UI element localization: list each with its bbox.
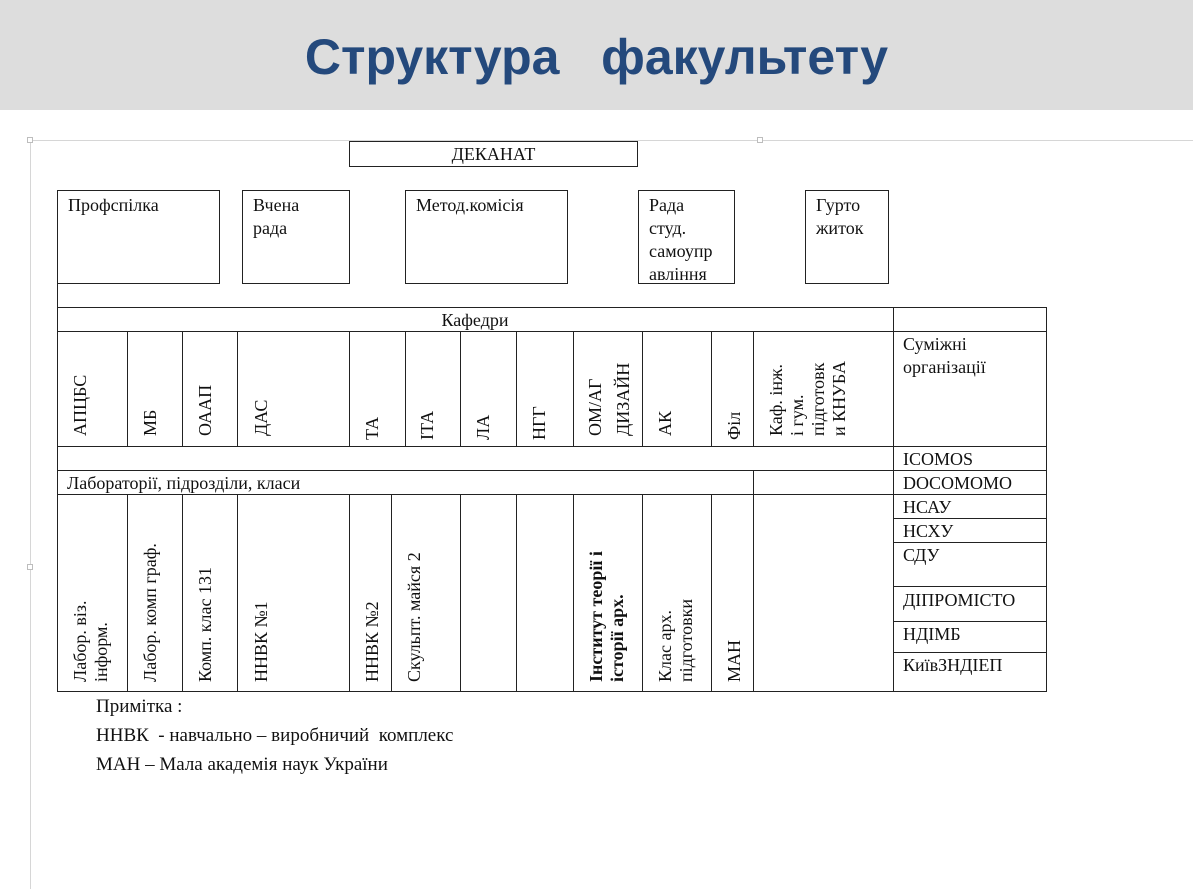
kafedra-label: ДИЗАЙН [613, 362, 633, 436]
related-org: ДІПРОМІСТО [903, 590, 1016, 610]
related-org: НДІМБ [903, 624, 961, 644]
kafedra-label: ОМ/АГ [585, 378, 605, 436]
related-org: КиївЗНДІЕП [903, 655, 1003, 675]
kafedra-label: Каф. інж. і гум. підготовк и КНУБА [766, 361, 849, 436]
kafedra-label: Філ [724, 411, 744, 440]
kafedra-label: МБ [140, 409, 160, 436]
lab-label: Лабор. віз. інформ. [70, 600, 111, 682]
resize-handle[interactable] [27, 137, 33, 143]
profspilka-box: Профспілка [57, 190, 220, 284]
kafedra-label: ОААП [195, 384, 215, 436]
lab-label: МАН [724, 639, 744, 682]
kafedra-label: ІТА [417, 410, 437, 440]
related-org: DOCOMOMO [903, 473, 1013, 493]
labs-header: Лабораторії, підрозділи, класи [67, 473, 301, 493]
related-org: СДУ [903, 545, 940, 565]
note-title: Примітка : [96, 696, 183, 717]
gurtozhytok-box: Гурто житок [805, 190, 889, 284]
vchena-rada-box: Вчена рада [242, 190, 350, 284]
related-org: НСХУ [903, 521, 954, 541]
lab-label: ННВК №2 [362, 601, 382, 682]
resize-handle[interactable] [27, 564, 33, 570]
kafedra-label: ЛА [473, 414, 493, 440]
kafedra-label: ДАС [251, 399, 271, 436]
lab-label: Комп. клас 131 [195, 567, 215, 682]
note-line: МАН – Мала академія наук України [96, 754, 388, 775]
lab-label: Скульпт. майся 2 [404, 552, 424, 682]
kafedra-label: АПЦБС [70, 374, 90, 436]
related-header: Суміжні організації [903, 334, 986, 377]
rada-stud-box: Рада студ. самоупр авління [638, 190, 735, 284]
kafedry-header: Кафедри [441, 310, 509, 330]
related-org: НСАУ [903, 497, 952, 517]
slide-title: Структура факультету [304, 29, 889, 85]
dekanat-box: ДЕКАНАТ [349, 141, 638, 167]
lab-label: Клас арх. підготовки [655, 599, 696, 682]
lab-label: Інститут теорії і історії арх. [586, 551, 627, 682]
metod-komisiya-box: Метод.комісія [405, 190, 568, 284]
resize-handle[interactable] [757, 137, 763, 143]
kafedra-label: АК [655, 410, 675, 436]
note-line: ННВК - навчально – виробничий комплекс [96, 725, 454, 746]
kafedra-label: ТА [362, 416, 382, 440]
lab-label: Лабор. комп граф. [140, 543, 160, 682]
lab-label: ННВК №1 [251, 601, 271, 682]
slide-header [0, 0, 1193, 110]
kafedra-label: НГГ [529, 406, 549, 440]
related-org: ICOMOS [903, 449, 974, 469]
